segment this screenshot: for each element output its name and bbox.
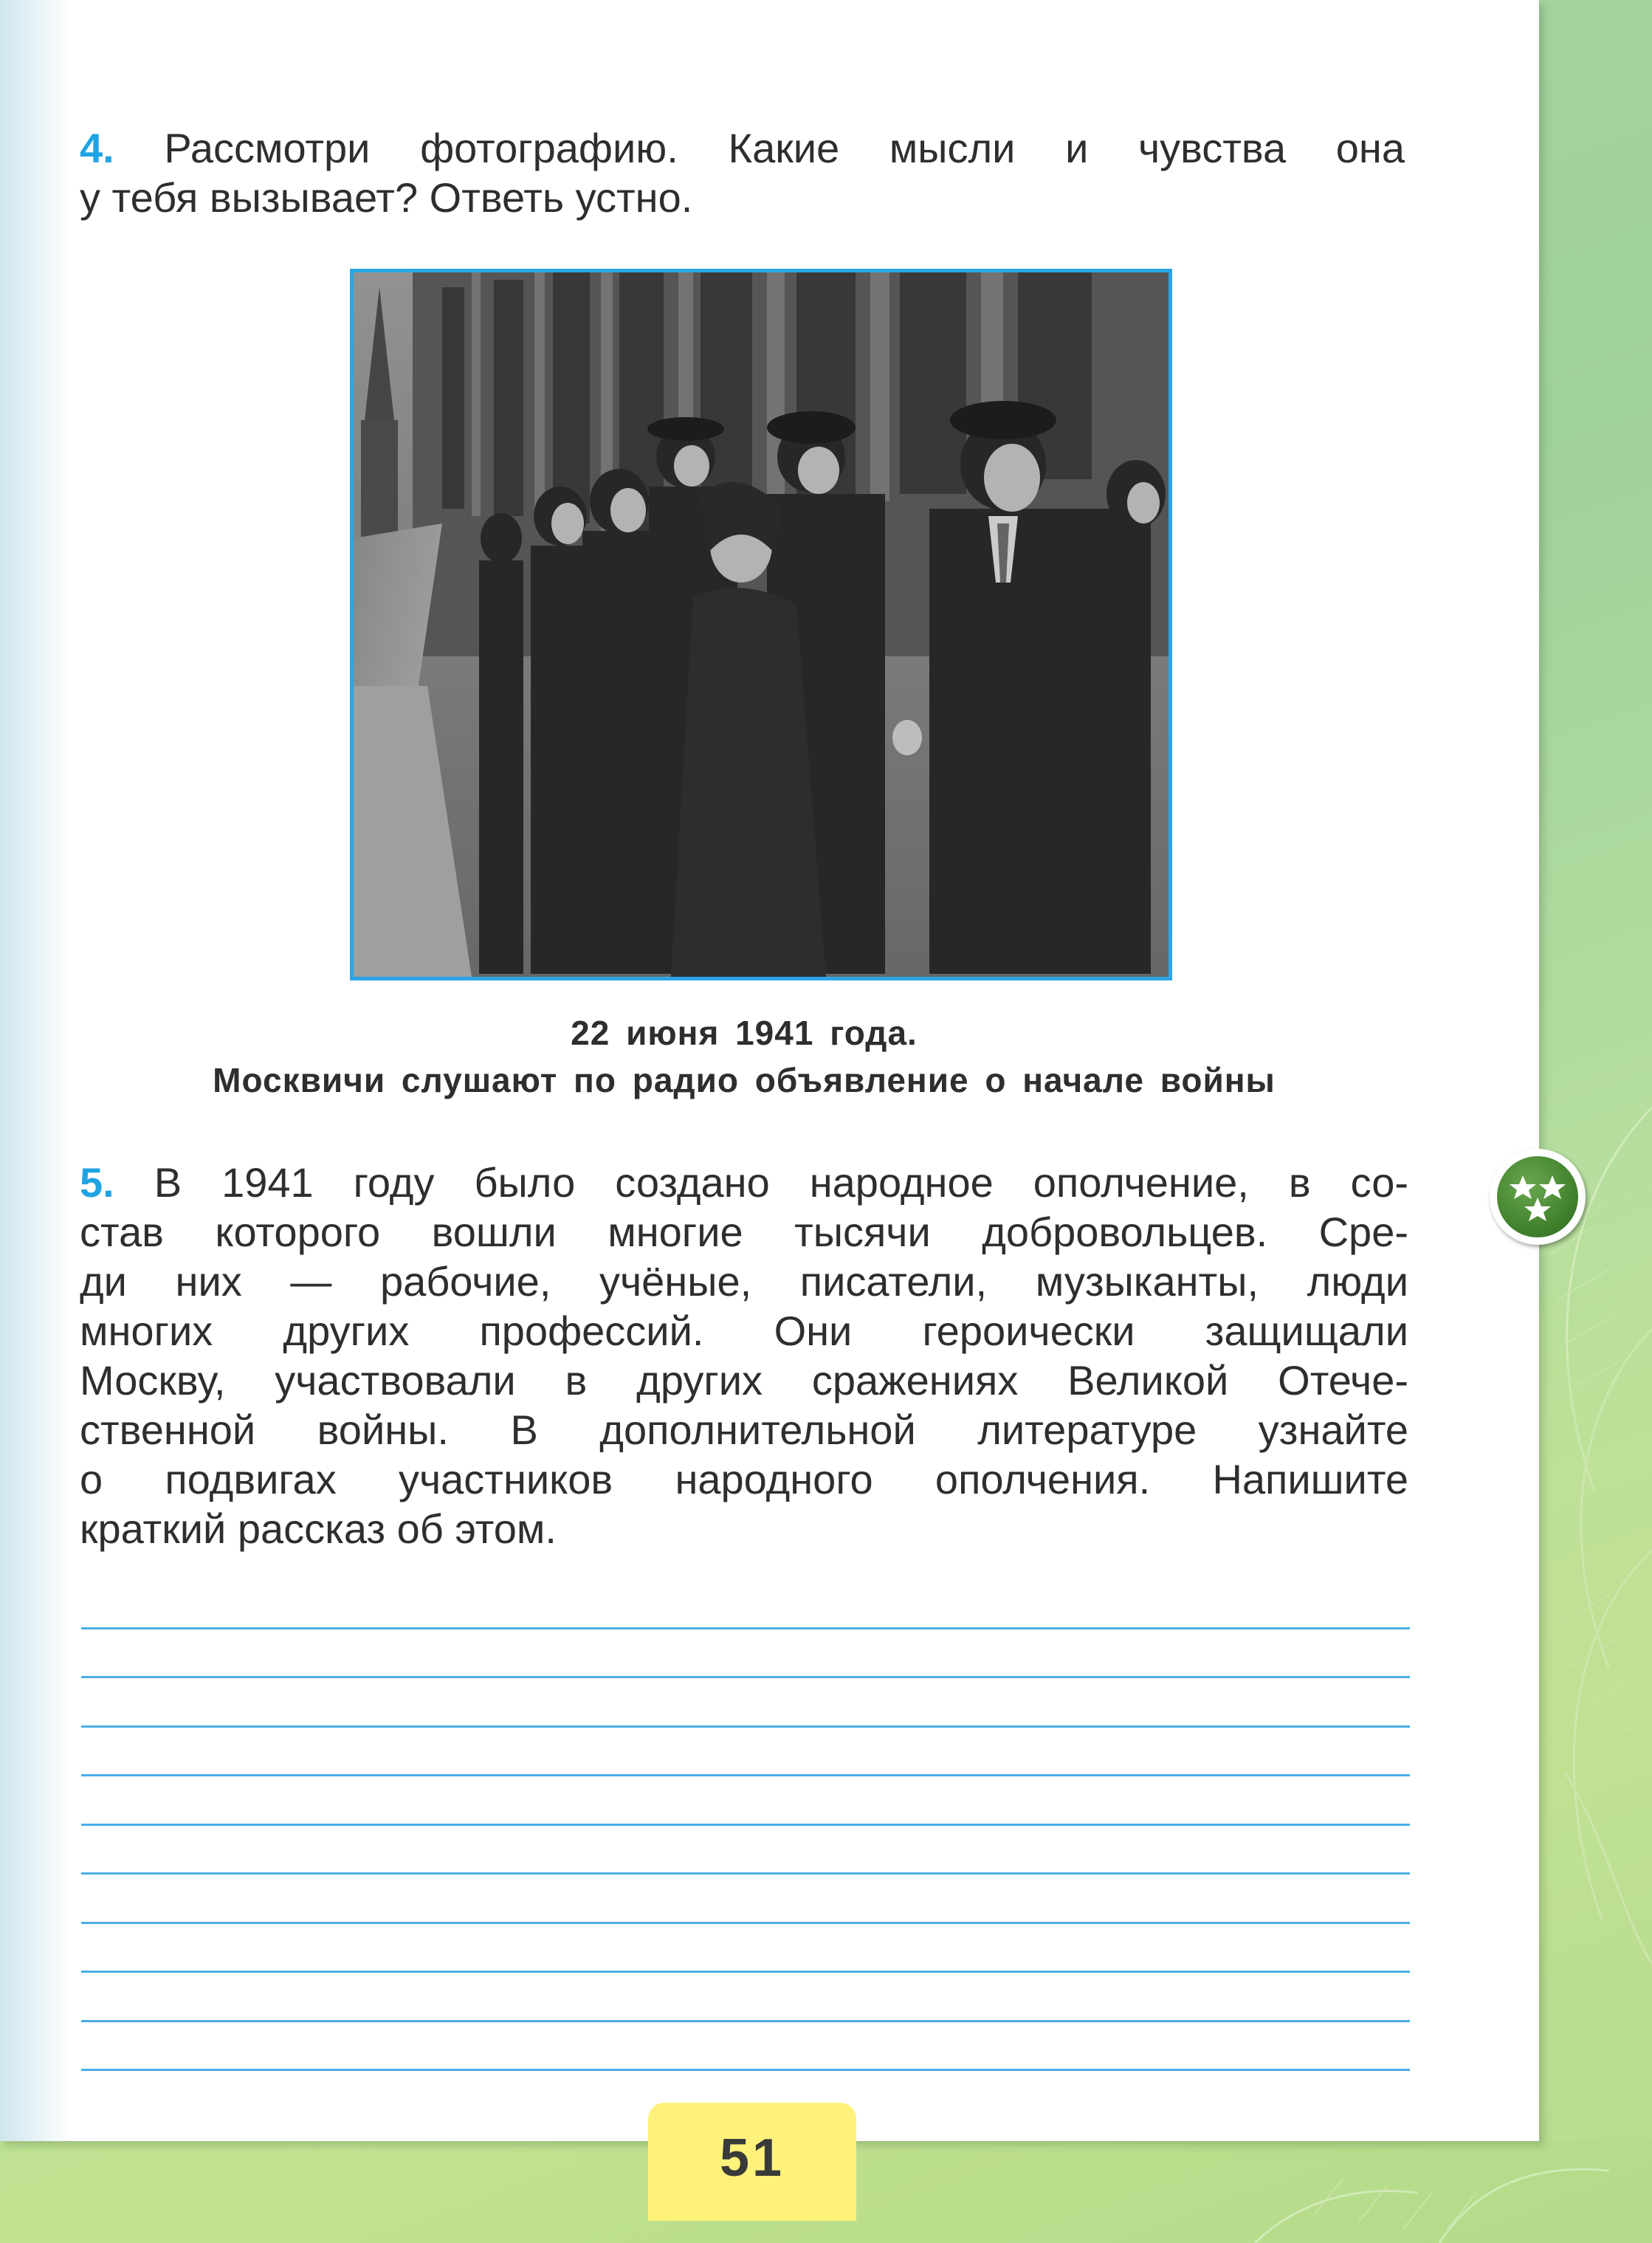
task-5: [80, 1158, 1408, 1553]
answer-line[interactable]: [81, 1875, 1410, 1924]
answer-line[interactable]: [81, 1629, 1410, 1679]
task-4-line: 4. Рассмотри фотографию. Какие мысли и чувства она: [80, 125, 1405, 171]
answer-line[interactable]: [81, 1973, 1410, 2022]
task-5-line: ди них — рабочие, учёные, писатели, музыканты, люди: [80, 1258, 1408, 1305]
page-number: 51: [648, 2103, 856, 2221]
task-5-number: 5.: [80, 1159, 114, 1206]
task-4-number: 4.: [80, 125, 114, 171]
task-5-line: 5. В 1941 году было создано народное ополчение, в со-: [80, 1159, 1409, 1206]
historical-photo: [350, 269, 1172, 980]
task-5-line: краткий рассказ об этом.: [80, 1505, 557, 1552]
task-4: [80, 123, 1405, 222]
answer-line[interactable]: [81, 1924, 1410, 1974]
page-binding-shade: [0, 0, 70, 2141]
answer-line[interactable]: [81, 2022, 1410, 2072]
photo-caption: [80, 1009, 1408, 1104]
task-4-line: у тебя вызывает? Ответь устно.: [80, 174, 693, 221]
task-5-line: Москву, участвовали в других сражениях Великой Отече-: [80, 1357, 1408, 1404]
task-5-line: став которого вошли многие тысячи добровольцев. Сре-: [80, 1209, 1408, 1255]
task-5-line: о подвигах участников народного ополчения. Напишите: [80, 1456, 1408, 1502]
answer-line[interactable]: [81, 1728, 1410, 1777]
answer-line[interactable]: [81, 1826, 1410, 1875]
task-5-line: многих других профессий. Они героически защищали: [80, 1308, 1408, 1354]
answer-lines[interactable]: [81, 1580, 1410, 2071]
badge-inner: [1497, 1156, 1578, 1237]
caption-date: 22 июня 1941 года.: [571, 1014, 918, 1052]
difficulty-badge: [1490, 1149, 1586, 1245]
answer-line[interactable]: [81, 1678, 1410, 1728]
three-stars-icon: [1497, 1156, 1578, 1237]
task-5-line: ственной войны. В дополнительной литературе узнайте: [80, 1406, 1408, 1453]
answer-line[interactable]: [81, 1776, 1410, 1826]
crowd-photo-illustration: [354, 272, 1169, 977]
caption-description: Москвичи слушают по радио объявление о начале войны: [213, 1061, 1276, 1099]
answer-line[interactable]: [81, 1580, 1410, 1629]
